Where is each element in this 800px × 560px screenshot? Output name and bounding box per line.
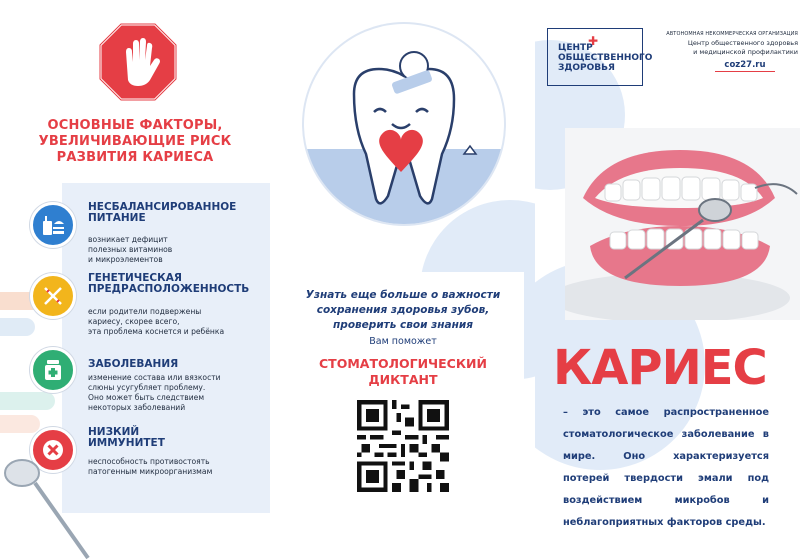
organization-name-line: и медицинской профилактики — [693, 48, 798, 56]
factor-text — [88, 457, 268, 477]
factor-heading-line: ПИТАНИЕ — [88, 212, 146, 224]
logo-text — [558, 43, 652, 73]
factor-heading-line: ИММУНИТЕТ — [88, 437, 165, 449]
qr-code[interactable] — [357, 400, 449, 492]
factor-heading — [88, 427, 268, 449]
factor-text-line: если родители подвержены — [88, 307, 202, 316]
toothbrush-image — [0, 392, 55, 410]
dictation-card — [282, 272, 524, 552]
right-panel — [535, 0, 800, 560]
factor-text-line: кариесу, скорее всего, — [88, 317, 180, 326]
factor-text-line: эта проблема коснется и ребёнка — [88, 327, 225, 336]
logo-text-line: ЗДОРОВЬЯ — [558, 63, 615, 73]
factor-text-line: и микроэлементов — [88, 255, 163, 264]
learn-more-text — [282, 288, 524, 333]
website-link[interactable]: coz27.ru — [715, 60, 775, 72]
left-panel — [0, 0, 270, 560]
factor-text — [88, 307, 268, 337]
logo-text-line: ЦЕНТР — [558, 43, 593, 53]
learn-more-line: сохранения здоровья зубов, — [316, 304, 490, 316]
factor-text — [88, 373, 268, 413]
middle-panel — [270, 0, 535, 560]
factor-text-line: патогенным микроорганизмам — [88, 467, 213, 476]
stop-hand-icon — [98, 22, 178, 102]
factor-text-line: Оно может быть следствием — [88, 393, 205, 402]
smiling-tooth-icon — [304, 24, 504, 224]
toothbrush-image — [0, 415, 40, 433]
food-icon — [30, 202, 76, 248]
dental-mirror-icon — [0, 455, 90, 560]
factors-title-line: УВЕЛИЧИВАЮЩИЕ РИСК — [38, 134, 232, 149]
logo-text-line: ОБЩЕСТВЕННОГО — [558, 53, 653, 63]
factor-heading-line: НИЗКИЙ — [88, 426, 140, 438]
factor-heading-line: ГЕНЕТИЧЕСКАЯ — [88, 272, 182, 284]
dna-icon — [30, 273, 76, 319]
factor-text — [88, 235, 268, 265]
factor-heading-line: ПРЕДРАСПОЛОЖЕННОСТЬ — [88, 283, 250, 295]
helps-text: Вам поможет — [369, 336, 437, 347]
tooth-illustration — [304, 24, 504, 224]
factor-text-line: слюны усугубляет проблему. — [88, 383, 206, 392]
dictation-title — [282, 356, 524, 388]
medical-cross-icon: ✚ — [588, 34, 599, 48]
factor-heading-line: ЗАБОЛЕВАНИЯ — [88, 358, 179, 370]
learn-more-line: проверить свои знания — [333, 319, 473, 331]
factors-title-line: РАЗВИТИЯ КАРИЕСА — [56, 150, 214, 165]
dictation-title-line: СТОМАТОЛОГИЧЕСКИЙ — [319, 356, 487, 371]
factors-title — [20, 118, 250, 166]
organization-logo — [547, 28, 653, 86]
teeth-model-image — [565, 128, 800, 320]
organization-name-line: Центр общественного здоровья — [687, 39, 798, 47]
organization-type: АВТОНОМНАЯ НЕКОММЕРЧЕСКАЯ ОРГАНИЗАЦИЯ — [666, 31, 798, 37]
factor-text-line: некоторых заболеваний — [88, 403, 186, 412]
factor-text-line: неспособность противостоять — [88, 457, 210, 466]
caries-description: – это самое распространенное стоматологическое заболевание в мире. Оно характеризуется потерей твердости эмали под воздействием микробов и неблагоприятных факторов среды. — [563, 407, 769, 528]
dictation-title-line: ДИКТАНТ — [368, 372, 438, 387]
toothbrush-image — [0, 318, 35, 336]
learn-more-line: Узнать еще больше о важности — [305, 289, 501, 301]
factor-heading — [88, 273, 268, 295]
page-title: КАРИЕС — [553, 340, 767, 396]
factor-heading-line: НЕСБАЛАНСИРОВАННОЕ — [88, 201, 237, 213]
organization-caption — [648, 30, 798, 57]
factor-heading — [88, 202, 268, 224]
medicine-icon — [30, 347, 76, 393]
factor-heading — [88, 359, 268, 370]
factor-text-line: полезных витаминов — [88, 245, 173, 254]
factors-title-line: ОСНОВНЫЕ ФАКТОРЫ, — [47, 118, 223, 133]
factor-text-line: возникает дефицит — [88, 235, 168, 244]
factor-text-line: изменение состава или вязкости — [88, 373, 221, 382]
